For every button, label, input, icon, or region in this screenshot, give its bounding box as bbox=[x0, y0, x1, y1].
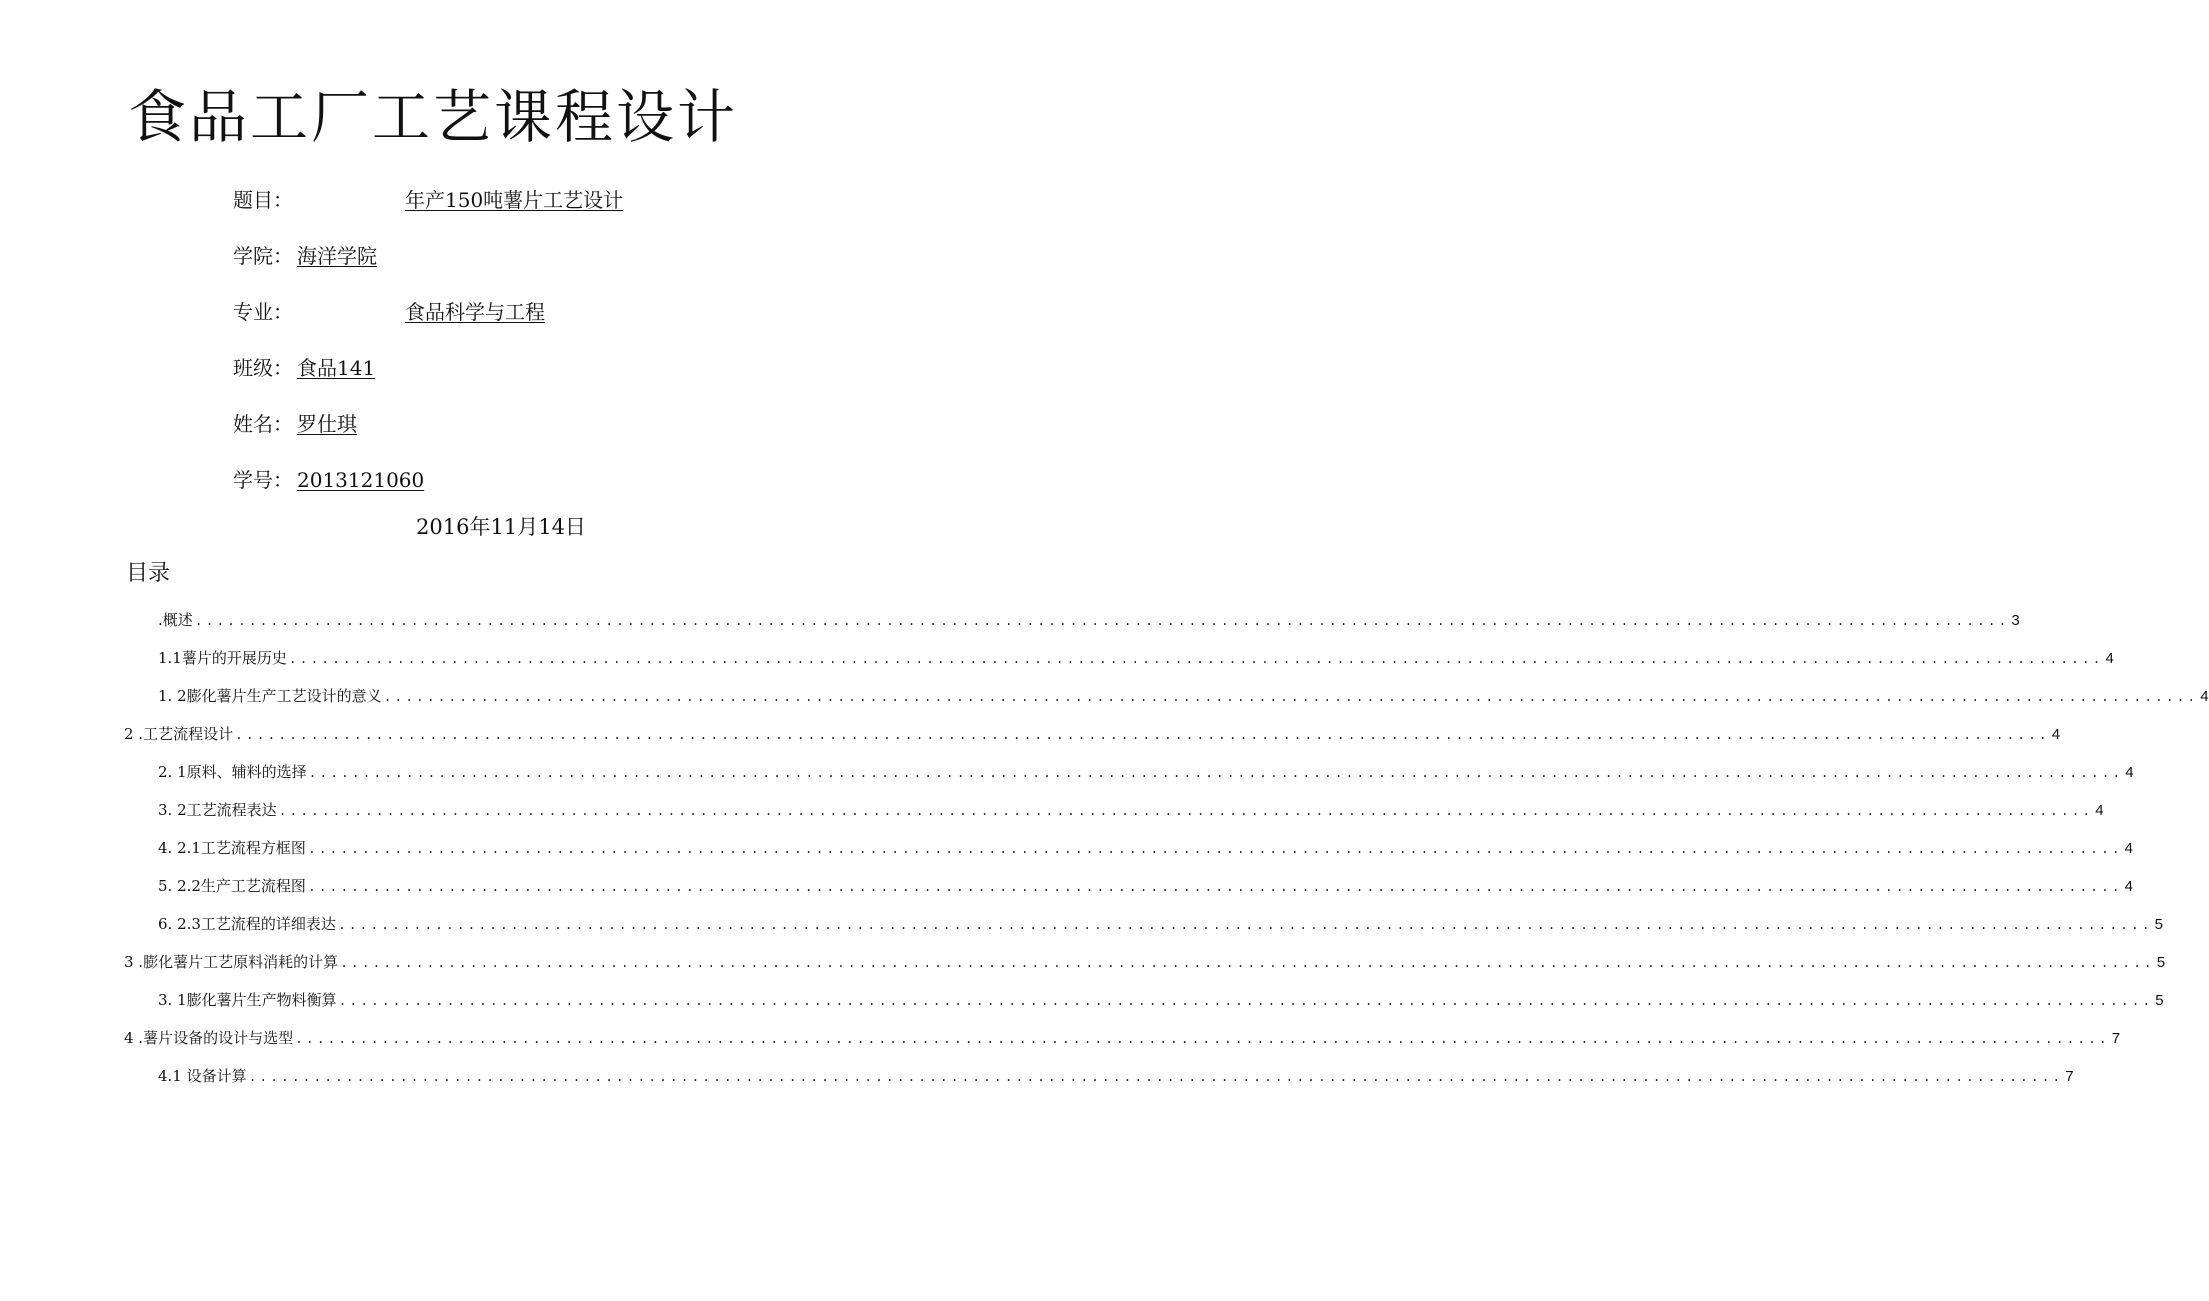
toc-leader: ........................................................................................................................................................................ bbox=[295, 1032, 2110, 1047]
toc-entry-page: 4 bbox=[2125, 764, 2134, 781]
toc-entry-text: 1.1薯片的开展历史 bbox=[158, 649, 287, 667]
name-value: 罗仕琪 bbox=[297, 412, 357, 436]
major-label: 专业： bbox=[233, 300, 293, 324]
toc-entry-page: 5 bbox=[2154, 916, 2163, 933]
toc-entry-page: 4 bbox=[2200, 688, 2209, 705]
toc-leader: ........................................................................................................................................................................ bbox=[194, 614, 2010, 629]
toc-entry-text: 3. 2工艺流程表达 bbox=[158, 801, 277, 819]
toc-entry-page: 7 bbox=[2111, 1030, 2121, 1047]
toc-entry[interactable] bbox=[124, 951, 2166, 975]
toc-entry-page: 5 bbox=[2156, 954, 2166, 971]
toc-entry-text: 4. 2.1工艺流程方框图 bbox=[158, 839, 306, 857]
toc-entry-text: 2 .工艺流程设计 bbox=[124, 725, 234, 743]
toc-entry[interactable] bbox=[158, 685, 2209, 709]
toc-entry-page: 4 bbox=[2105, 650, 2114, 667]
toc-entry[interactable] bbox=[124, 723, 2061, 747]
toc-entry-text: 4.1 设备计算 bbox=[158, 1067, 247, 1085]
toc-entry[interactable] bbox=[158, 989, 2164, 1013]
topic-value: 年产150吨薯片工艺设计 bbox=[405, 188, 624, 212]
student-id-value: 2013121060 bbox=[297, 468, 425, 492]
toc-entry[interactable] bbox=[158, 761, 2134, 785]
class-value: 食品141 bbox=[297, 356, 376, 380]
toc-entry[interactable] bbox=[158, 913, 2163, 937]
info-row-class bbox=[233, 353, 376, 383]
toc-entry[interactable] bbox=[158, 837, 2133, 861]
toc-entry-page: 4 bbox=[2095, 802, 2104, 819]
info-row-student-id bbox=[233, 465, 425, 495]
class-label: 班级： bbox=[233, 356, 293, 380]
toc-heading: 目录 bbox=[126, 561, 171, 586]
toc-leader: ........................................................................................................................................................................ bbox=[308, 766, 2124, 781]
toc-entry[interactable] bbox=[158, 609, 2020, 633]
info-row-name bbox=[233, 409, 357, 439]
toc-leader: ........................................................................................................................................................................ bbox=[288, 652, 2104, 667]
toc-leader: ........................................................................................................................................................................ bbox=[337, 918, 2153, 933]
name-label: 姓名： bbox=[233, 412, 293, 436]
date: 2016年11月14日 bbox=[416, 515, 586, 539]
toc-entry-text: 6. 2.3工艺流程的详细表达 bbox=[158, 915, 336, 933]
page-title: 食品工厂工艺课程设计 bbox=[128, 83, 739, 151]
toc-entry-text: 2. 1原料、辅料的选择 bbox=[158, 763, 307, 781]
toc-entry-text: .概述 bbox=[158, 611, 193, 629]
toc-entry[interactable] bbox=[158, 1065, 2074, 1089]
college-value: 海洋学院 bbox=[297, 244, 377, 268]
toc-entry[interactable] bbox=[124, 1027, 2121, 1051]
toc-entry[interactable] bbox=[158, 875, 2133, 899]
info-row-major bbox=[233, 297, 545, 327]
toc-entry-text: 3 .膨化薯片工艺原料消耗的计算 bbox=[124, 953, 339, 971]
toc-entry-page: 3 bbox=[2011, 612, 2020, 629]
toc-entry-text: 5. 2.2生产工艺流程图 bbox=[158, 877, 306, 895]
college-label: 学院： bbox=[233, 244, 293, 268]
toc-leader: ........................................................................................................................................................................ bbox=[340, 956, 2155, 971]
toc-entry-text: 1. 2膨化薯片生产工艺设计的意义 bbox=[158, 687, 382, 705]
toc-entry-page: 7 bbox=[2065, 1068, 2074, 1085]
toc-leader: ........................................................................................................................................................................ bbox=[307, 880, 2123, 895]
major-value: 食品科学与工程 bbox=[405, 300, 545, 324]
toc-entry-page: 4 bbox=[2124, 878, 2133, 895]
toc-entry-page: 4 bbox=[2124, 840, 2133, 857]
toc-leader: ........................................................................................................................................................................ bbox=[235, 728, 2050, 743]
toc-entry-text: 3. 1膨化薯片生产物料衡算 bbox=[158, 991, 337, 1009]
info-row-college bbox=[233, 241, 377, 271]
toc-entry[interactable] bbox=[158, 647, 2114, 671]
student-id-label: 学号： bbox=[233, 468, 293, 492]
info-row-topic bbox=[233, 185, 624, 215]
toc-entry-text: 4 .薯片设备的设计与选型 bbox=[124, 1029, 294, 1047]
toc-entry-page: 5 bbox=[2155, 992, 2164, 1009]
topic-label: 题目： bbox=[233, 188, 293, 212]
toc-entry-page: 4 bbox=[2051, 726, 2061, 743]
toc-leader: ........................................................................................................................................................................ bbox=[248, 1070, 2064, 1085]
toc-leader: ........................................................................................................................................................................ bbox=[307, 842, 2123, 857]
toc-leader: ........................................................................................................................................................................ bbox=[278, 804, 2094, 819]
toc-entry[interactable] bbox=[158, 799, 2104, 823]
toc-leader: ........................................................................................................................................................................ bbox=[383, 690, 2199, 705]
toc-leader: ........................................................................................................................................................................ bbox=[338, 994, 2154, 1009]
